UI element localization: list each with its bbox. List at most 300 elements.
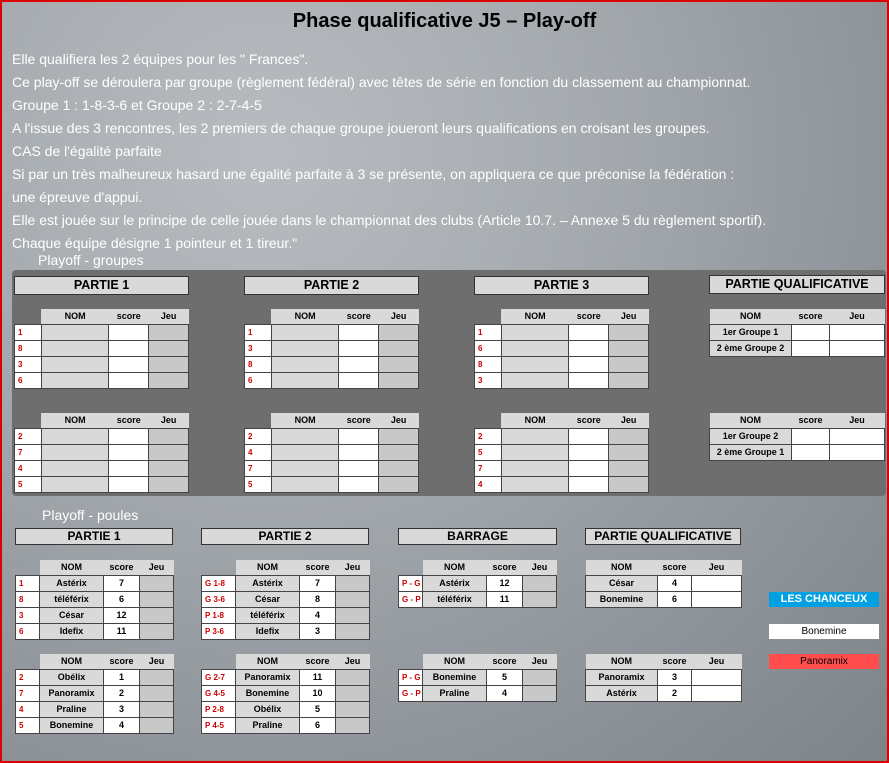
jeu-cell[interactable] — [379, 476, 419, 492]
rank-cell: 2 — [245, 428, 272, 444]
score-cell[interactable] — [792, 428, 830, 444]
groupe-table — [474, 413, 649, 493]
nom-header: NOM — [423, 560, 487, 575]
nom-cell: Bonemine — [586, 591, 658, 607]
rank-cell: 6 — [245, 372, 272, 388]
jeu-cell[interactable] — [379, 428, 419, 444]
score-cell[interactable] — [339, 356, 379, 372]
score-cell[interactable] — [569, 460, 609, 476]
table-row — [710, 428, 885, 444]
nom-cell: Praline — [236, 717, 300, 733]
jeu-cell[interactable] — [336, 591, 370, 607]
score-cell: 11 — [300, 669, 336, 685]
nom-cell[interactable] — [41, 476, 109, 492]
jeu-cell[interactable] — [149, 444, 189, 460]
jeu-cell[interactable] — [609, 372, 649, 388]
intro-line: Ce play-off se déroulera par groupe (règlement fédéral) avec têtes de série en fonction du classement au championnat. — [12, 74, 751, 90]
rank-cell: 4 — [16, 701, 40, 717]
nom-cell[interactable] — [501, 340, 569, 356]
table-row — [202, 607, 370, 623]
nom-cell[interactable] — [271, 340, 339, 356]
table-row — [15, 428, 189, 444]
intro-line: Elle qualifiera les 2 équipes pour les " Frances". — [12, 51, 309, 67]
score-cell[interactable] — [339, 460, 379, 476]
jeu-header: Jeu — [523, 654, 557, 669]
jeu-cell[interactable] — [149, 324, 189, 340]
nom-cell: Astérix — [40, 575, 104, 591]
blank-header — [16, 560, 40, 575]
poule-table — [15, 560, 174, 640]
rank-cell: 1 — [15, 324, 42, 340]
jeu-cell[interactable] — [336, 669, 370, 685]
jeu-header: Jeu — [379, 309, 419, 324]
table-row — [15, 476, 189, 492]
jeu-header: Jeu — [379, 413, 419, 428]
score-cell: 5 — [487, 669, 523, 685]
nom-cell[interactable] — [41, 356, 109, 372]
jeu-cell[interactable] — [609, 340, 649, 356]
header-row — [202, 560, 370, 575]
jeu-cell[interactable] — [830, 444, 885, 460]
header-row — [202, 654, 370, 669]
nom-cell[interactable] — [501, 356, 569, 372]
chanceux-second: Panoramix — [769, 654, 879, 669]
table-row — [586, 669, 742, 685]
table-row — [475, 460, 649, 476]
jeu-cell[interactable] — [692, 669, 742, 685]
nom-cell[interactable] — [271, 428, 339, 444]
score-cell[interactable] — [109, 428, 149, 444]
jeu-cell[interactable] — [609, 460, 649, 476]
jeu-cell[interactable] — [692, 591, 742, 607]
qualif-label-cell: 1er Groupe 1 — [710, 324, 792, 340]
qualif-label-cell: 1er Groupe 2 — [710, 428, 792, 444]
jeu-cell[interactable] — [379, 324, 419, 340]
score-cell[interactable] — [109, 324, 149, 340]
nom-cell[interactable] — [501, 476, 569, 492]
rank-cell: 8 — [15, 340, 42, 356]
blank-header — [15, 413, 42, 428]
intro-line: CAS de l'égalité parfaite — [12, 143, 162, 159]
score-cell[interactable] — [109, 372, 149, 388]
score-cell: 6 — [300, 717, 336, 733]
rank-cell: P 1-8 — [202, 607, 236, 623]
score-cell: 3 — [300, 623, 336, 639]
rank-cell: G 3-6 — [202, 591, 236, 607]
rank-cell: 8 — [245, 356, 272, 372]
intro-text — [12, 48, 872, 255]
table-row — [475, 428, 649, 444]
groupes-label: Playoff - groupes — [38, 252, 144, 268]
rank-cell: 3 — [15, 356, 42, 372]
jeu-cell[interactable] — [379, 444, 419, 460]
score-cell[interactable] — [109, 356, 149, 372]
score-cell: 6 — [104, 591, 140, 607]
nom-cell: Astérix — [423, 575, 487, 591]
table-row — [245, 476, 419, 492]
score-cell: 11 — [104, 623, 140, 639]
table-row — [202, 575, 370, 591]
score-header: score — [104, 654, 140, 669]
rank-cell: 6 — [15, 372, 42, 388]
table-row — [15, 324, 189, 340]
rank-cell: 2 — [475, 428, 502, 444]
nom-cell[interactable] — [501, 444, 569, 460]
jeu-cell[interactable] — [379, 340, 419, 356]
header-row — [399, 654, 557, 669]
score-header: score — [104, 560, 140, 575]
nom-cell[interactable] — [41, 428, 109, 444]
nom-cell[interactable] — [501, 460, 569, 476]
rank-cell: 1 — [16, 575, 40, 591]
jeu-cell[interactable] — [140, 607, 174, 623]
jeu-cell[interactable] — [336, 575, 370, 591]
poule-table — [201, 560, 370, 640]
score-header: score — [569, 413, 609, 428]
nom-cell: Astérix — [586, 685, 658, 701]
jeu-cell[interactable] — [140, 623, 174, 639]
blank-header — [202, 654, 236, 669]
header-row — [15, 413, 189, 428]
score-cell[interactable] — [792, 324, 830, 340]
nom-cell: Panoramix — [236, 669, 300, 685]
score-cell: 5 — [300, 701, 336, 717]
blank-header — [16, 654, 40, 669]
jeu-cell[interactable] — [140, 669, 174, 685]
table-row — [586, 575, 742, 591]
jeu-header: Jeu — [609, 413, 649, 428]
jeu-cell[interactable] — [140, 717, 174, 733]
score-cell[interactable] — [109, 476, 149, 492]
nom-header: NOM — [40, 560, 104, 575]
jeu-cell[interactable] — [149, 428, 189, 444]
score-cell[interactable] — [339, 476, 379, 492]
nom-cell[interactable] — [271, 372, 339, 388]
poule-qualif-table — [585, 654, 742, 702]
score-header: score — [487, 560, 523, 575]
rank-cell: G 1-8 — [202, 575, 236, 591]
nom-cell: Bonemine — [236, 685, 300, 701]
nom-cell: Astérix — [236, 575, 300, 591]
nom-header: NOM — [501, 309, 569, 324]
table-row — [202, 623, 370, 639]
chanceux-label: LES CHANCEUX — [769, 592, 879, 607]
rank-cell: P 2-8 — [202, 701, 236, 717]
blank-header — [245, 309, 272, 324]
jeu-cell[interactable] — [336, 685, 370, 701]
blank-header — [15, 309, 42, 324]
jeu-cell[interactable] — [830, 340, 885, 356]
groupe-table — [14, 413, 189, 493]
jeu-cell[interactable] — [692, 685, 742, 701]
nom-cell[interactable] — [271, 444, 339, 460]
score-cell[interactable] — [109, 340, 149, 356]
table-row — [586, 591, 742, 607]
intro-line: Si par un très malheureux hasard une égalité parfaite à 3 se présente, on appliquera ce que préconise la fédération : — [12, 166, 735, 182]
jeu-cell[interactable] — [609, 324, 649, 340]
score-cell[interactable] — [569, 372, 609, 388]
jeu-cell[interactable] — [609, 356, 649, 372]
score-cell[interactable] — [792, 444, 830, 460]
poules-partie-1-header: PARTIE 1 — [15, 528, 173, 545]
jeu-cell[interactable] — [140, 685, 174, 701]
blank-header — [475, 413, 502, 428]
rank-cell: P 3-6 — [202, 623, 236, 639]
jeu-header: Jeu — [140, 654, 174, 669]
blank-header — [202, 560, 236, 575]
table-row — [16, 607, 174, 623]
table-row — [475, 444, 649, 460]
table-row — [202, 701, 370, 717]
nom-cell: Panoramix — [586, 669, 658, 685]
jeu-header: Jeu — [692, 560, 742, 575]
table-row — [245, 356, 419, 372]
rank-cell: 8 — [475, 356, 502, 372]
table-row — [245, 340, 419, 356]
jeu-header: Jeu — [336, 560, 370, 575]
nom-cell[interactable] — [501, 428, 569, 444]
score-cell: 1 — [104, 669, 140, 685]
table-row — [202, 669, 370, 685]
blank-header — [245, 413, 272, 428]
score-header: score — [300, 560, 336, 575]
jeu-cell[interactable] — [609, 476, 649, 492]
poules-label: Playoff - poules — [42, 507, 139, 523]
rank-cell: 7 — [245, 460, 272, 476]
groupe-table — [244, 413, 419, 493]
qualif-label-cell: 2 ème Groupe 2 — [710, 340, 792, 356]
nom-header: NOM — [710, 413, 792, 428]
table-row — [710, 324, 885, 340]
nom-cell[interactable] — [501, 324, 569, 340]
nom-cell: téléférix — [40, 591, 104, 607]
nom-cell: Panoramix — [40, 685, 104, 701]
nom-cell: Obélix — [40, 669, 104, 685]
nom-cell[interactable] — [41, 444, 109, 460]
intro-line: une épreuve d'appui. — [12, 189, 143, 205]
score-cell[interactable] — [569, 444, 609, 460]
score-cell[interactable] — [569, 324, 609, 340]
jeu-cell[interactable] — [830, 324, 885, 340]
header-row — [475, 413, 649, 428]
nom-cell: Idefix — [236, 623, 300, 639]
jeu-cell[interactable] — [336, 607, 370, 623]
jeu-cell[interactable] — [149, 460, 189, 476]
score-cell: 6 — [658, 591, 692, 607]
jeu-cell[interactable] — [523, 591, 557, 607]
nom-cell[interactable] — [41, 324, 109, 340]
intro-line: Groupe 1 : 1-8-3-6 et Groupe 2 : 2-7-4-5 — [12, 97, 262, 113]
table-row — [475, 324, 649, 340]
groupe-table — [244, 309, 419, 389]
nom-header: NOM — [501, 413, 569, 428]
nom-header: NOM — [41, 413, 109, 428]
jeu-cell[interactable] — [336, 717, 370, 733]
rank-cell: 7 — [475, 460, 502, 476]
jeu-header: Jeu — [336, 654, 370, 669]
jeu-header: Jeu — [830, 309, 885, 324]
score-cell[interactable] — [339, 372, 379, 388]
poules-qualif-header: PARTIE QUALIFICATIVE — [585, 528, 741, 545]
score-cell[interactable] — [339, 340, 379, 356]
nom-cell: César — [236, 591, 300, 607]
score-cell[interactable] — [109, 460, 149, 476]
jeu-cell[interactable] — [149, 476, 189, 492]
table-row — [399, 575, 557, 591]
score-cell[interactable] — [569, 340, 609, 356]
intro-line: A l'issue des 3 rencontres, les 2 premiers de chaque groupe joueront leurs qualifications en croisant les groupes. — [12, 120, 710, 136]
score-cell[interactable] — [569, 428, 609, 444]
score-cell: 11 — [487, 591, 523, 607]
jeu-cell[interactable] — [336, 701, 370, 717]
jeu-cell[interactable] — [692, 575, 742, 591]
nom-cell[interactable] — [41, 340, 109, 356]
jeu-cell[interactable] — [379, 372, 419, 388]
score-header: score — [339, 309, 379, 324]
blank-header — [399, 560, 423, 575]
nom-header: NOM — [586, 654, 658, 669]
nom-header: NOM — [40, 654, 104, 669]
rank-cell: 4 — [15, 460, 42, 476]
header-row — [710, 413, 885, 428]
score-header: score — [792, 309, 830, 324]
jeu-cell[interactable] — [140, 701, 174, 717]
score-cell: 12 — [104, 607, 140, 623]
nom-cell[interactable] — [41, 372, 109, 388]
jeu-cell[interactable] — [609, 444, 649, 460]
jeu-cell[interactable] — [336, 623, 370, 639]
score-cell: 3 — [104, 701, 140, 717]
groupe-table — [14, 309, 189, 389]
score-header: score — [792, 413, 830, 428]
score-cell[interactable] — [339, 428, 379, 444]
nom-cell[interactable] — [271, 476, 339, 492]
score-cell: 10 — [300, 685, 336, 701]
nom-cell[interactable] — [41, 460, 109, 476]
score-header: score — [339, 413, 379, 428]
header-row — [245, 413, 419, 428]
header-row — [475, 309, 649, 324]
score-header: score — [109, 309, 149, 324]
table-row — [16, 591, 174, 607]
poules-partie-2-header: PARTIE 2 — [201, 528, 369, 545]
table-row — [15, 444, 189, 460]
table-row — [16, 623, 174, 639]
jeu-cell[interactable] — [379, 356, 419, 372]
nom-cell: Bonemine — [40, 717, 104, 733]
table-row — [15, 356, 189, 372]
jeu-header: Jeu — [830, 413, 885, 428]
table-row — [475, 476, 649, 492]
rank-cell: 5 — [15, 476, 42, 492]
score-header: score — [569, 309, 609, 324]
score-cell: 3 — [658, 669, 692, 685]
jeu-cell[interactable] — [149, 340, 189, 356]
table-row — [15, 372, 189, 388]
score-header: score — [109, 413, 149, 428]
rank-cell: 7 — [16, 685, 40, 701]
rank-cell: G - P — [399, 591, 423, 607]
nom-header: NOM — [41, 309, 109, 324]
nom-header: NOM — [236, 654, 300, 669]
jeu-header: Jeu — [149, 309, 189, 324]
rank-cell: 4 — [475, 476, 502, 492]
jeu-header: Jeu — [609, 309, 649, 324]
header-row — [16, 560, 174, 575]
jeu-cell[interactable] — [523, 575, 557, 591]
rank-cell: 2 — [15, 428, 42, 444]
nom-cell[interactable] — [271, 356, 339, 372]
nom-cell: César — [40, 607, 104, 623]
nom-cell[interactable] — [271, 460, 339, 476]
jeu-cell[interactable] — [149, 372, 189, 388]
nom-cell: Obélix — [236, 701, 300, 717]
jeu-cell[interactable] — [140, 575, 174, 591]
poule-table — [15, 654, 174, 734]
score-cell: 4 — [300, 607, 336, 623]
rank-cell: P - G — [399, 575, 423, 591]
table-row — [475, 356, 649, 372]
score-cell[interactable] — [339, 444, 379, 460]
nom-cell[interactable] — [271, 324, 339, 340]
score-cell: 4 — [658, 575, 692, 591]
table-row — [399, 669, 557, 685]
rank-cell: 1 — [475, 324, 502, 340]
score-header: score — [487, 654, 523, 669]
table-row — [399, 685, 557, 701]
score-cell: 7 — [104, 575, 140, 591]
score-cell[interactable] — [339, 324, 379, 340]
nom-cell[interactable] — [501, 372, 569, 388]
jeu-cell[interactable] — [830, 428, 885, 444]
score-cell[interactable] — [569, 356, 609, 372]
rank-cell: 5 — [245, 476, 272, 492]
rank-cell: 5 — [475, 444, 502, 460]
nom-cell: Praline — [40, 701, 104, 717]
poule-table — [201, 654, 370, 734]
jeu-cell[interactable] — [149, 356, 189, 372]
score-cell: 4 — [487, 685, 523, 701]
rank-cell: 3 — [245, 340, 272, 356]
jeu-cell[interactable] — [523, 685, 557, 701]
nom-cell: Praline — [423, 685, 487, 701]
page-title: Phase qualificative J5 – Play-off — [292, 10, 597, 32]
jeu-cell[interactable] — [379, 460, 419, 476]
table-row — [16, 575, 174, 591]
rank-cell: 8 — [16, 591, 40, 607]
rank-cell: P - G — [399, 669, 423, 685]
jeu-cell[interactable] — [609, 428, 649, 444]
jeu-header: Jeu — [692, 654, 742, 669]
rank-cell: G 4-5 — [202, 685, 236, 701]
table-row — [710, 444, 885, 460]
score-cell[interactable] — [109, 444, 149, 460]
score-cell[interactable] — [792, 340, 830, 356]
jeu-header: Jeu — [140, 560, 174, 575]
qualif-table — [709, 413, 885, 461]
table-row — [475, 372, 649, 388]
poule-qualif-table — [585, 560, 742, 608]
jeu-cell[interactable] — [523, 669, 557, 685]
nom-header: NOM — [710, 309, 792, 324]
jeu-cell[interactable] — [140, 591, 174, 607]
nom-header: NOM — [271, 309, 339, 324]
groupes-partie-2-header: PARTIE 2 — [244, 276, 419, 295]
table-row — [586, 685, 742, 701]
groupes-partie-1-header: PARTIE 1 — [14, 276, 189, 295]
rank-cell: 2 — [16, 669, 40, 685]
score-cell[interactable] — [569, 476, 609, 492]
